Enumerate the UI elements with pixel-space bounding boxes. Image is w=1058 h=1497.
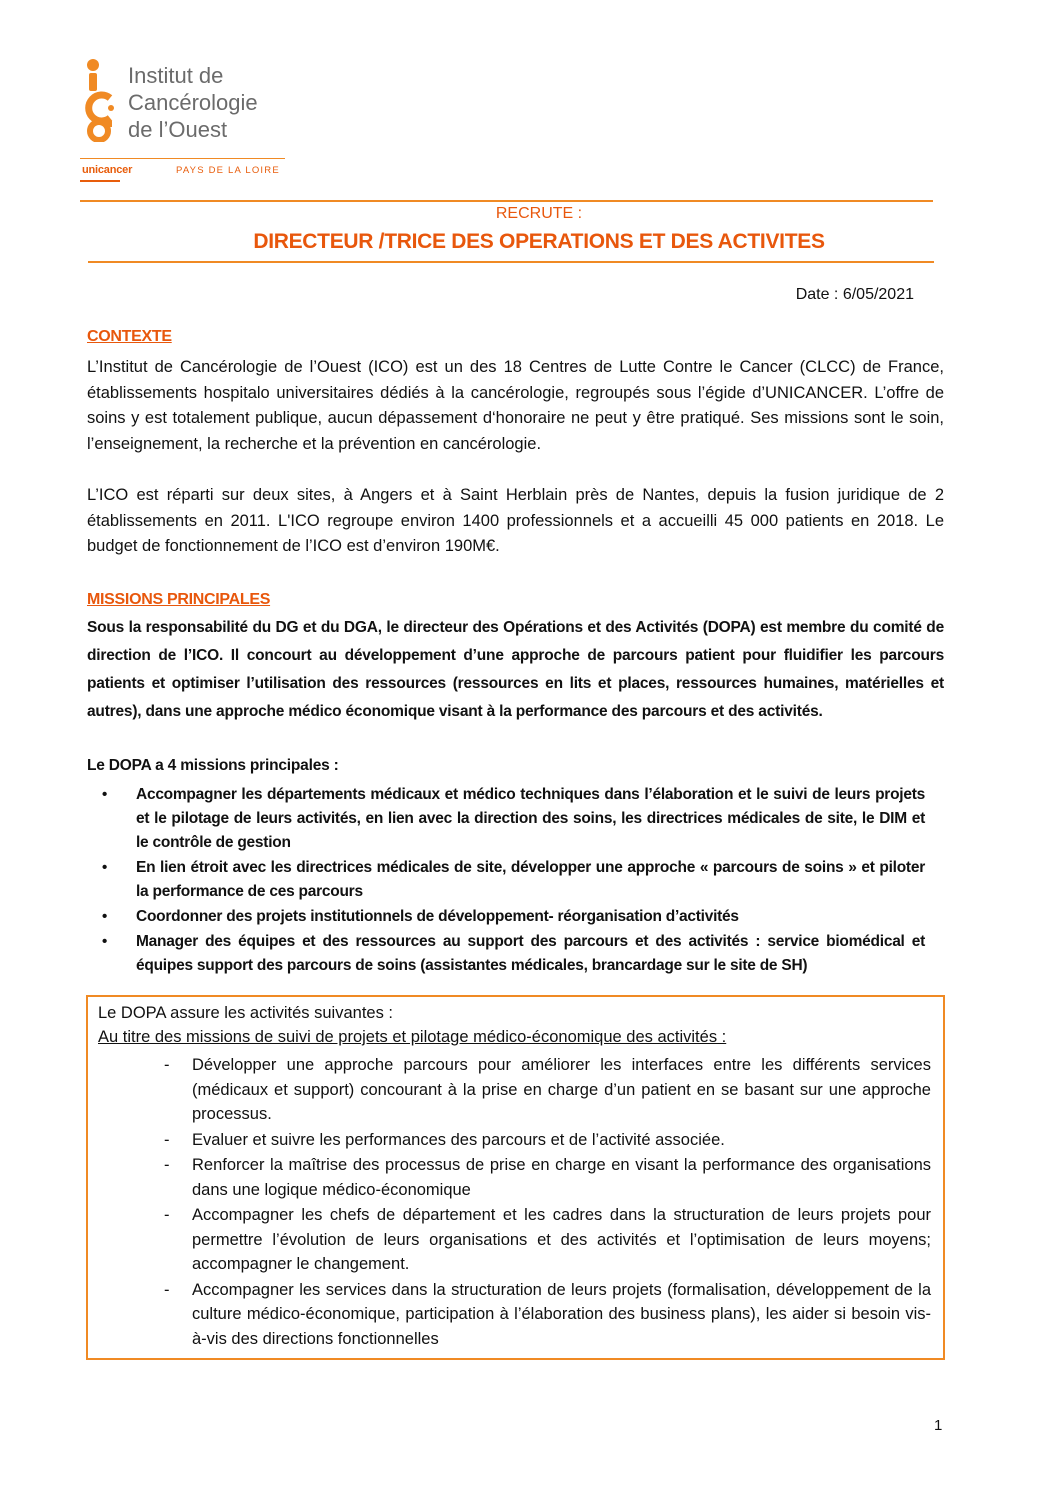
- activities-subheading: Au titre des missions de suivi de projets et pilotage médico-économique des activités :: [98, 1028, 727, 1046]
- list-item: [98, 1128, 931, 1153]
- bullet-icon: •: [102, 859, 108, 876]
- logo-divider: [80, 158, 285, 159]
- document-date: Date : 6/05/2021: [795, 286, 914, 303]
- list-item: [98, 1153, 931, 1202]
- activities-list: [98, 1053, 931, 1351]
- dash-icon: -: [164, 1156, 170, 1174]
- page-number: 1: [934, 1417, 943, 1434]
- missions-list: [100, 783, 925, 979]
- dash-icon: -: [164, 1130, 170, 1149]
- dash-icon: -: [164, 1206, 170, 1224]
- bullet-icon: •: [102, 908, 108, 925]
- list-item-text: Développer une approche parcours pour améliorer les interfaces entre les différents services (médicaux et support) concourant à la prise en charge d’un patient en se basant sur une approche processus.: [192, 1056, 931, 1123]
- ico-logo-mark: [80, 58, 120, 142]
- missions-intro: Sous la responsabilité du DG et du DGA, le directeur des Opérations et des Activités (DOPA) est membre du comité de direction de l’ICO. Il concourt au développement d’une approche de parcours patient pour fluidifier les parcours patients et optimiser l’utilisation des ressources (ressources en lits et places, ressources humaines, matérielles et autres), dans une approche médico économique visant à la performance des parcours et des activités.: [87, 619, 944, 720]
- contexte-paragraph-1: L’Institut de Cancérologie de l’Ouest (ICO) est un des 18 Centres de Lutte Contre le Cancer (CLCC) de France, établissements hospitalo universitaires dédiés à la cancérologie, regroupés sous l’égide d’UNICANCER. L’offre de soins y est totalement publique, aucun dépassement d‘honoraire ne peut y être pratiqué. Ses missions sont le soin, l’enseignement, la recherche et la prévention en cancérologie.: [87, 358, 944, 453]
- unicancer-underline: [80, 180, 120, 182]
- dash-icon: -: [164, 1056, 170, 1074]
- ico-logo: [80, 58, 290, 183]
- list-item: [98, 1053, 931, 1127]
- institute-name-line3: de l’Ouest: [128, 117, 228, 142]
- list-item: [100, 905, 925, 929]
- region-label: PAYS DE LA LOIRE: [176, 165, 280, 176]
- list-item-text: Renforcer la maîtrise des processus de prise en charge en visant la performance des organisations dans une logique médico-économique: [192, 1156, 931, 1199]
- activities-box: [86, 995, 945, 1360]
- institute-name: [128, 62, 258, 143]
- section-heading-contexte: CONTEXTE: [87, 328, 172, 345]
- bullet-icon: •: [102, 786, 108, 803]
- list-item: [98, 1203, 931, 1277]
- contexte-paragraph-2: L’ICO est réparti sur deux sites, à Angers et à Saint Herblain près de Nantes, depuis la fusion juridique de 2 établissements en 2011. L'ICO regroupe environ 1400 professionnels et a accueilli 45 000 patients en 2018. Le budget de fonctionnement de l’ICO est d’environ 190M€.: [87, 486, 944, 555]
- section-heading-missions: MISSIONS PRINCIPALES: [87, 591, 271, 608]
- title-bottom-rule: [88, 261, 934, 263]
- title-top-rule: [80, 200, 933, 202]
- missions-lead: Le DOPA a 4 missions principales :: [87, 757, 339, 774]
- list-item: [100, 856, 925, 904]
- list-item-text: Accompagner les chefs de département et les cadres dans la structuration de leurs projets pour permettre l’évolution de leurs organisations et des activités et l’optimisation de leurs moyens; accompagner le changement.: [192, 1206, 931, 1273]
- job-title: DIRECTEUR /TRICE DES OPERATIONS ET DES ACTIVITES: [253, 230, 825, 253]
- recrute-label: RECRUTE :: [495, 205, 583, 222]
- activities-intro: Le DOPA assure les activités suivantes :: [98, 1004, 393, 1022]
- list-item-text: Manager des équipes et des ressources au support des parcours et des activités : service biomédical et équipes support des parcours de soins (assistantes médicales, brancardage sur le site de SH): [136, 933, 925, 974]
- list-item-text: Accompagner les services dans la structuration de leurs projets (formalisation, développement de la culture médico-économique, participation à l’élaboration des business plans), les aider si besoin vis-à-vis des directions fonctionnelles: [192, 1280, 931, 1348]
- list-item: [100, 930, 925, 978]
- list-item-text: Accompagner les départements médicaux et médico techniques dans l’élaboration et le suivi de leurs projets et le pilotage de leurs activités, en lien avec la direction des soins, les directrices médicales de site, le DIM et le contrôle de gestion: [136, 786, 925, 851]
- list-item: [98, 1278, 931, 1352]
- list-item-text: En lien étroit avec les directrices médicales de site, développer une approche « parcours de soins » et piloter la performance de ces parcours: [136, 859, 925, 900]
- institute-name-line2: Cancérologie: [128, 90, 258, 115]
- list-item-text: Evaluer et suivre les performances des parcours et de l’activité associée.: [192, 1130, 725, 1149]
- list-item-text: Coordonner des projets institutionnels de développement- réorganisation d’activités: [136, 908, 739, 925]
- bullet-icon: •: [102, 933, 108, 950]
- list-item: [100, 783, 925, 855]
- unicancer-wordmark: unicancer: [82, 164, 133, 176]
- dash-icon: -: [164, 1280, 170, 1299]
- institute-name-line1: Institut de: [128, 63, 224, 88]
